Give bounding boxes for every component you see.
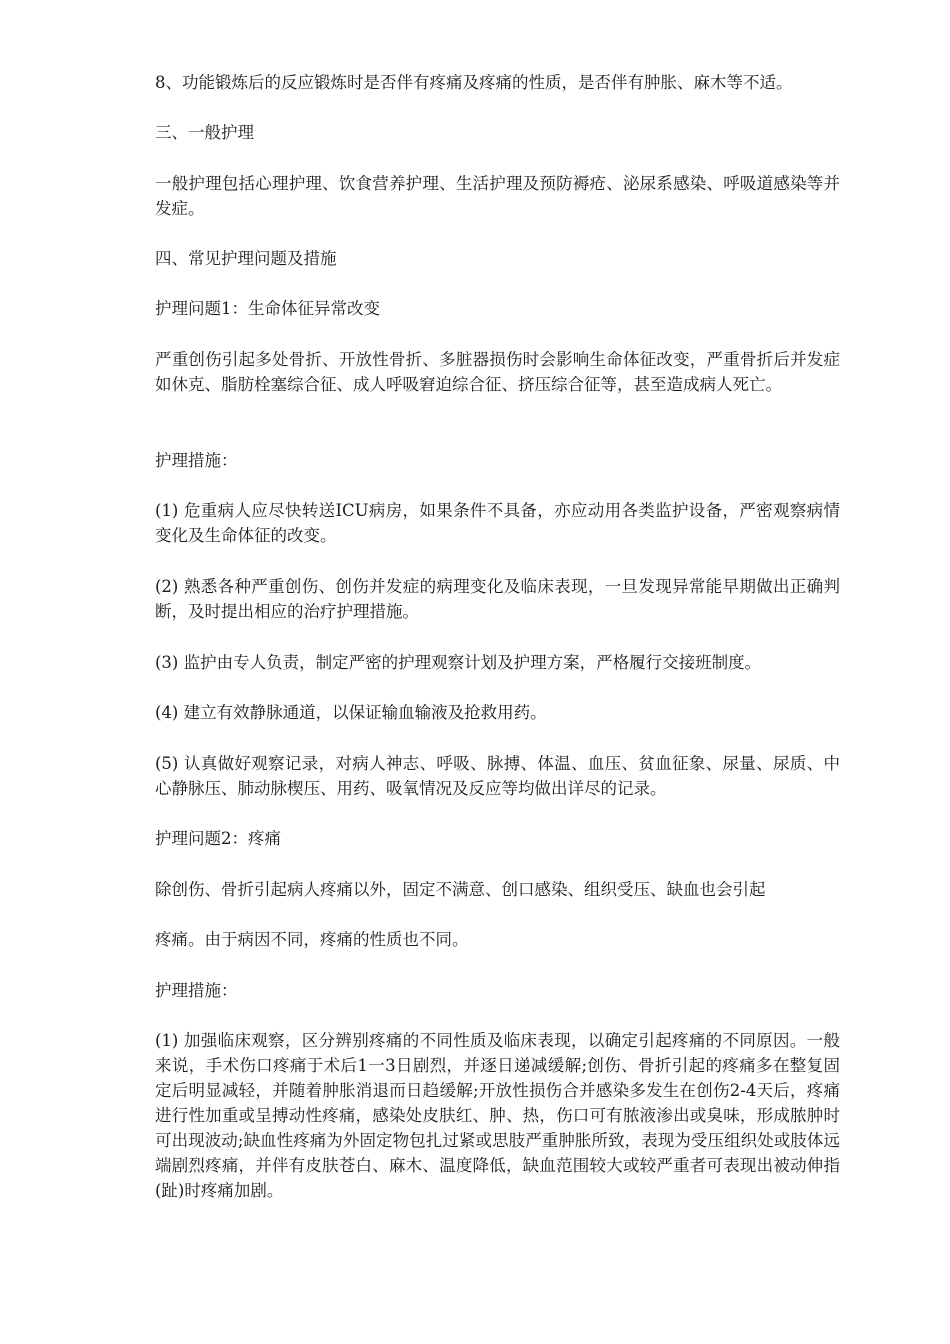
heading-problem-1: 护理问题1：生命体征异常改变	[155, 299, 380, 318]
heading-general-nursing: 三、一般护理	[155, 123, 254, 142]
paragraph-functional-exercise: 8、功能锻炼后的反应锻炼时是否伴有疼痛及疼痛的性质，是否伴有肿胀、麻木等不适。	[155, 73, 793, 92]
measure-1-5: (5) 认真做好观察记录，对病人神志、呼吸、脉搏、体温、血压、贫血征象、尿量、尿质、中心静脉压、肺动脉楔压、用药、吸氧情况及反应等均做出详尽的记录。	[155, 754, 840, 798]
paragraph-problem-1-description: 严重创伤引起多处骨折、开放性骨折、多脏器损伤时会影响生命体征改变，严重骨折后并发症如休克、脂肪栓塞综合征、成人呼吸窘迫综合征、挤压综合征等，甚至造成病人死亡。	[155, 350, 840, 394]
measure-2-1: (1) 加强临床观察，区分辨别疼痛的不同性质及临床表现，以确定引起疼痛的不同原因。一般来说，手术伤口疼痛于术后1一3日剧烈，并逐日递减缓解;创伤、骨折引起的疼痛多在整复固定后明显减轻，并随着肿胀消退而日趋缓解;开放性损伤合并感染多发生在创伤2-4天后，疼痛进行性加重或呈搏动性疼痛，感染处皮肤红、肿、热，伤口可有脓液渗出或臭味，形成脓肿时可出现波动;缺血性疼痛为外固定物包扎过紧或思肢严重肿胀所致，表现为受压组织处或肢体远端剧烈疼痛，并伴有皮肤苍白、麻木、温度降低，缺血范围较大或较严重者可表现出被动伸指(趾)时疼痛加剧。	[155, 1031, 840, 1200]
measure-1-1: (1) 危重病人应尽快转送ICU病房，如果条件不具备，亦应动用各类监护设备，严密观察病情变化及生命体征的改变。	[155, 501, 840, 545]
measure-1-4: (4) 建立有效静脉通道，以保证输血输液及抢救用药。	[155, 703, 547, 722]
heading-common-problems: 四、常见护理问题及措施	[155, 249, 337, 268]
measure-1-3: (3) 监护由专人负责，制定严密的护理观察计划及护理方案，严格履行交接班制度。	[155, 653, 762, 672]
paragraph-problem-2-line-1: 除创伤、骨折引起病人疼痛以外，固定不满意、创口感染、组织受压、缺血也会引起	[155, 880, 766, 899]
heading-problem-2: 护理问题2：疼痛	[155, 829, 281, 848]
paragraph-general-nursing: 一般护理包括心理护理、饮食营养护理、生活护理及预防褥疮、泌尿系感染、呼吸道感染等并发症。	[155, 174, 840, 218]
heading-measures-1: 护理措施：	[155, 451, 238, 470]
measure-1-2: (2) 熟悉各种严重创伤、创伤并发症的病理变化及临床表现，一旦发现异常能早期做出正确判断，及时提出相应的治疗护理措施。	[155, 577, 840, 621]
heading-measures-2: 护理措施：	[155, 981, 238, 1000]
paragraph-problem-2-line-2: 疼痛。由于病因不同，疼痛的性质也不同。	[155, 930, 469, 949]
